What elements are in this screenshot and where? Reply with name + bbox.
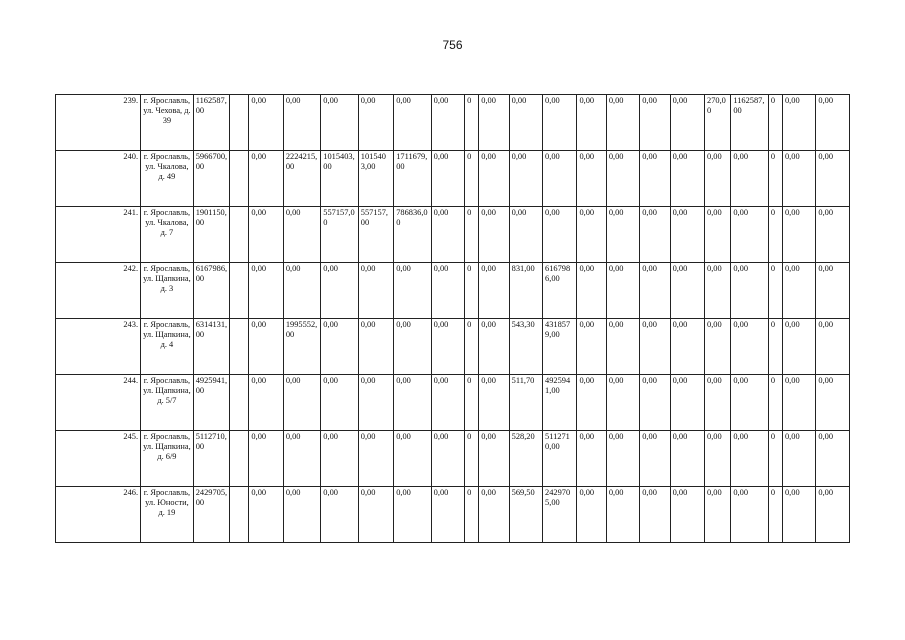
value-cell: 0,00 [782, 207, 815, 263]
value-cell: 0,00 [670, 207, 704, 263]
value-cell: 0,00 [670, 95, 704, 151]
value-cell: 511,70 [509, 375, 542, 431]
housing-registry-table [55, 94, 850, 543]
table-row [56, 263, 850, 319]
value-cell: 0 [768, 319, 782, 375]
value-cell: 0,00 [321, 431, 358, 487]
value-cell: 0,00 [731, 319, 768, 375]
value-cell: 6167986,00 [193, 263, 229, 319]
value-cell: 0 [465, 151, 479, 207]
value-cell: 0,00 [394, 487, 431, 543]
value-cell: 0,00 [249, 151, 283, 207]
value-cell: 0,00 [606, 487, 639, 543]
value-cell: 0,00 [640, 263, 670, 319]
value-cell: 0,00 [731, 263, 768, 319]
value-cell: 0,00 [606, 319, 639, 375]
value-cell: 2224215,00 [283, 151, 320, 207]
value-cell: 0 [465, 431, 479, 487]
value-cell: 0,00 [431, 431, 464, 487]
address-cell: г. Ярославль, ул. Юности, д. 19 [141, 487, 194, 543]
value-cell: 1162587,00 [193, 95, 229, 151]
table-row [56, 151, 850, 207]
value-cell: 0,00 [640, 487, 670, 543]
value-cell: 0,00 [431, 151, 464, 207]
value-cell: 2429705,00 [543, 487, 577, 543]
value-cell: 0,00 [640, 207, 670, 263]
value-cell: 1162587,00 [731, 95, 768, 151]
address-cell: г. Ярославль, ул. Щапкина, д. 4 [141, 319, 194, 375]
table-row [56, 375, 850, 431]
value-cell: 0,00 [606, 375, 639, 431]
value-cell: 0 [768, 151, 782, 207]
value-cell: 0,00 [479, 431, 509, 487]
address-cell: г. Ярославль, ул. Чехова, д. 39 [141, 95, 194, 151]
value-cell: 0,00 [358, 95, 393, 151]
value-cell [230, 207, 249, 263]
value-cell: 0,00 [394, 431, 431, 487]
value-cell: 0,00 [321, 375, 358, 431]
value-cell: 0,00 [479, 263, 509, 319]
value-cell: 0,00 [431, 263, 464, 319]
value-cell: 0,00 [606, 207, 639, 263]
value-cell: 0,00 [731, 431, 768, 487]
value-cell [230, 319, 249, 375]
value-cell: 270,00 [705, 95, 731, 151]
value-cell: 0,00 [321, 263, 358, 319]
value-cell: 0,00 [321, 95, 358, 151]
table-row [56, 319, 850, 375]
value-cell: 0,00 [705, 375, 731, 431]
value-cell: 0,00 [479, 151, 509, 207]
value-cell: 0,00 [705, 319, 731, 375]
value-cell: 0,00 [816, 375, 850, 431]
value-cell: 0,00 [577, 151, 606, 207]
page-number: 756 [442, 38, 463, 52]
value-cell: 0,00 [782, 151, 815, 207]
value-cell: 1995552,00 [283, 319, 320, 375]
value-cell: 0,00 [816, 263, 850, 319]
value-cell: 0,00 [479, 487, 509, 543]
value-cell: 0,00 [577, 263, 606, 319]
value-cell: 0,00 [640, 431, 670, 487]
value-cell: 0,00 [640, 95, 670, 151]
value-cell: 0,00 [358, 319, 393, 375]
address-cell: г. Ярославль, ул. Щапкина, д. 3 [141, 263, 194, 319]
value-cell [230, 375, 249, 431]
value-cell: 0,00 [705, 263, 731, 319]
value-cell: 0,00 [431, 487, 464, 543]
value-cell: 0,00 [705, 487, 731, 543]
value-cell: 0 [768, 95, 782, 151]
value-cell: 0,00 [816, 487, 850, 543]
value-cell: 0,00 [731, 375, 768, 431]
value-cell: 0,00 [249, 487, 283, 543]
value-cell: 5966700,00 [193, 151, 229, 207]
value-cell: 0,00 [670, 151, 704, 207]
value-cell: 0,00 [816, 319, 850, 375]
value-cell: 0 [465, 375, 479, 431]
value-cell: 543,30 [509, 319, 542, 375]
value-cell: 1901150,00 [193, 207, 229, 263]
value-cell: 0,00 [249, 375, 283, 431]
value-cell: 0,00 [321, 319, 358, 375]
value-cell: 0,00 [431, 207, 464, 263]
row-number-cell: 246. [56, 487, 141, 543]
value-cell: 0,00 [394, 95, 431, 151]
value-cell: 0,00 [509, 151, 542, 207]
value-cell: 0,00 [640, 319, 670, 375]
address-cell: г. Ярославль, ул. Щапкина, д. 5/7 [141, 375, 194, 431]
value-cell: 0,00 [283, 263, 320, 319]
value-cell: 0,00 [606, 431, 639, 487]
value-cell: 0,00 [670, 319, 704, 375]
value-cell: 0,00 [782, 487, 815, 543]
value-cell: 0,00 [670, 375, 704, 431]
table-body [56, 95, 850, 543]
value-cell: 4318579,00 [543, 319, 577, 375]
value-cell: 0,00 [479, 319, 509, 375]
value-cell: 0,00 [249, 431, 283, 487]
address-cell: г. Ярославль, ул. Чкалова, д. 49 [141, 151, 194, 207]
value-cell: 0,00 [321, 487, 358, 543]
value-cell: 4925941,00 [543, 375, 577, 431]
value-cell: 0,00 [543, 151, 577, 207]
value-cell: 0,00 [358, 431, 393, 487]
value-cell: 0,00 [394, 375, 431, 431]
row-number-cell: 240. [56, 151, 141, 207]
value-cell: 0 [465, 207, 479, 263]
value-cell: 0,00 [816, 431, 850, 487]
value-cell: 0,00 [249, 95, 283, 151]
value-cell [230, 95, 249, 151]
value-cell: 0,00 [249, 319, 283, 375]
value-cell: 0,00 [731, 151, 768, 207]
value-cell: 0,00 [509, 207, 542, 263]
value-cell: 0,00 [816, 207, 850, 263]
value-cell: 0,00 [816, 95, 850, 151]
row-number-cell: 245. [56, 431, 141, 487]
value-cell: 0,00 [705, 431, 731, 487]
value-cell: 0,00 [283, 207, 320, 263]
value-cell: 0,00 [394, 263, 431, 319]
table-row [56, 95, 850, 151]
value-cell: 0,00 [577, 431, 606, 487]
value-cell: 2429705,00 [193, 487, 229, 543]
value-cell: 0,00 [606, 151, 639, 207]
value-cell: 0,00 [577, 207, 606, 263]
value-cell: 0 [768, 263, 782, 319]
value-cell: 0,00 [577, 375, 606, 431]
value-cell: 0,00 [640, 375, 670, 431]
value-cell: 6167986,00 [543, 263, 577, 319]
value-cell: 0 [465, 487, 479, 543]
value-cell: 0,00 [670, 487, 704, 543]
value-cell: 0,00 [640, 151, 670, 207]
value-cell: 0,00 [249, 207, 283, 263]
value-cell: 0,00 [479, 375, 509, 431]
value-cell: 528,20 [509, 431, 542, 487]
value-cell: 0,00 [606, 95, 639, 151]
value-cell: 0,00 [479, 207, 509, 263]
value-cell [230, 151, 249, 207]
value-cell: 6314131,00 [193, 319, 229, 375]
address-cell: г. Ярославль, ул. Чкалова, д. 7 [141, 207, 194, 263]
value-cell: 557157,00 [321, 207, 358, 263]
value-cell: 0,00 [606, 263, 639, 319]
value-cell: 0,00 [670, 431, 704, 487]
row-number-cell: 241. [56, 207, 141, 263]
value-cell [230, 263, 249, 319]
value-cell: 0,00 [431, 95, 464, 151]
value-cell: 0,00 [394, 319, 431, 375]
value-cell: 0,00 [816, 151, 850, 207]
value-cell: 0,00 [577, 95, 606, 151]
value-cell: 0,00 [358, 487, 393, 543]
row-number-cell: 239. [56, 95, 141, 151]
value-cell: 0,00 [731, 487, 768, 543]
value-cell: 0 [768, 375, 782, 431]
value-cell: 0 [768, 207, 782, 263]
address-cell: г. Ярославль, ул. Щапкина, д. 6/9 [141, 431, 194, 487]
row-number-cell: 244. [56, 375, 141, 431]
row-number-cell: 242. [56, 263, 141, 319]
value-cell: 0 [465, 263, 479, 319]
value-cell: 0 [768, 487, 782, 543]
row-number-cell: 243. [56, 319, 141, 375]
value-cell: 0,00 [577, 319, 606, 375]
table-row [56, 207, 850, 263]
value-cell: 0,00 [283, 375, 320, 431]
value-cell: 0,00 [577, 487, 606, 543]
value-cell: 0,00 [543, 207, 577, 263]
value-cell: 0,00 [283, 431, 320, 487]
value-cell: 569,50 [509, 487, 542, 543]
value-cell: 831,00 [509, 263, 542, 319]
value-cell: 0 [768, 431, 782, 487]
value-cell: 0,00 [670, 263, 704, 319]
value-cell: 0,00 [782, 263, 815, 319]
value-cell: 0,00 [431, 375, 464, 431]
value-cell: 0,00 [782, 375, 815, 431]
value-cell [230, 487, 249, 543]
value-cell [230, 431, 249, 487]
value-cell: 0 [465, 95, 479, 151]
value-cell: 0,00 [358, 375, 393, 431]
value-cell: 0,00 [358, 263, 393, 319]
table-row [56, 487, 850, 543]
value-cell: 4925941,00 [193, 375, 229, 431]
value-cell: 557157,00 [358, 207, 393, 263]
value-cell: 5112710,00 [543, 431, 577, 487]
value-cell: 0,00 [283, 487, 320, 543]
value-cell: 1711679,00 [394, 151, 431, 207]
value-cell: 0,00 [249, 263, 283, 319]
value-cell: 0,00 [731, 207, 768, 263]
value-cell: 0,00 [283, 95, 320, 151]
value-cell: 0,00 [543, 95, 577, 151]
value-cell: 0,00 [782, 95, 815, 151]
value-cell: 0,00 [431, 319, 464, 375]
value-cell: 0,00 [782, 431, 815, 487]
value-cell: 0,00 [509, 95, 542, 151]
value-cell: 0,00 [782, 319, 815, 375]
value-cell: 1015403,00 [321, 151, 358, 207]
value-cell: 0 [465, 319, 479, 375]
value-cell: 0,00 [479, 95, 509, 151]
table-row [56, 431, 850, 487]
value-cell: 0,00 [705, 151, 731, 207]
value-cell: 786836,00 [394, 207, 431, 263]
value-cell: 5112710,00 [193, 431, 229, 487]
value-cell: 0,00 [705, 207, 731, 263]
value-cell: 1015403,00 [358, 151, 393, 207]
